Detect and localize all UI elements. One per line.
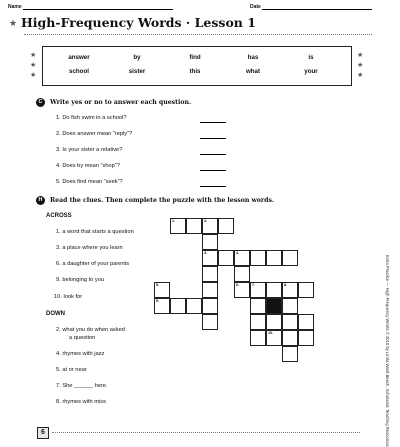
crossword-cell[interactable] [202, 282, 218, 298]
crossword-cell[interactable] [266, 330, 282, 346]
word-box-word: by [133, 54, 141, 61]
crossword-cell[interactable] [282, 282, 298, 298]
word-box-word: sister [128, 68, 146, 75]
cell-number: 1. [172, 219, 176, 223]
crossword-cell[interactable] [282, 314, 298, 330]
word-box-word: answer [68, 54, 90, 61]
crossword-cell[interactable] [266, 250, 282, 266]
question-item: 2. Does answer mean “reply”? [56, 131, 133, 137]
crossword-cell[interactable] [266, 314, 282, 330]
crossword-cell[interactable] [202, 234, 218, 250]
word-box-word: has [247, 54, 259, 61]
answer-line [200, 185, 226, 187]
page-number: 6 [37, 427, 49, 439]
cell-number: 6. [236, 283, 240, 287]
crossword-cell[interactable] [202, 250, 218, 266]
star-icon: ★ [357, 52, 364, 59]
section-h-badge: H [36, 196, 45, 205]
star-icon: ★ [357, 72, 364, 79]
date-label: Date [250, 4, 261, 10]
star-icon: ★ [30, 52, 37, 59]
down-clue: 7. She ______ here. [56, 383, 108, 389]
name-field [8, 3, 173, 10]
crossword-cell[interactable] [202, 298, 218, 314]
word-box-word: is [308, 54, 314, 61]
crossword-cell[interactable] [282, 346, 298, 362]
crossword-cell[interactable] [298, 282, 314, 298]
answer-line [200, 153, 226, 155]
word-box-word: school [69, 68, 89, 75]
cell-number: 8. [284, 283, 288, 287]
star-icon: ★ [357, 62, 364, 69]
crossword-cell[interactable] [186, 298, 202, 314]
crossword-cell[interactable] [218, 250, 234, 266]
star-icon: ★ [30, 62, 37, 69]
crossword-cell[interactable] [234, 282, 250, 298]
cell-number: 4. [236, 251, 240, 255]
cell-number: 10. [268, 331, 274, 335]
page-title: High-Frequency Words · Lesson 1 [21, 15, 256, 30]
answer-line [200, 169, 226, 171]
crossword-cell[interactable] [250, 250, 266, 266]
star-border-bottom [52, 432, 360, 434]
side-note: Extra Practice — High-Frequency Words © 2010 by Linda Ward Beech, Scholastic Teaching Resources [385, 255, 390, 447]
section-h-instruction: Read the clues. Then complete the puzzle with the lesson words. [50, 197, 275, 204]
crossword-cell[interactable] [202, 218, 218, 234]
crossword-cell[interactable] [234, 250, 250, 266]
answer-line [200, 121, 226, 123]
crossword-cell[interactable] [250, 330, 266, 346]
cell-number: 5. [156, 283, 160, 287]
crossword-cell[interactable] [170, 298, 186, 314]
name-line [23, 3, 173, 10]
question-item: 5. Does find mean “seek”? [56, 179, 123, 185]
crossword-cell[interactable] [202, 314, 218, 330]
section-c-badge: C [36, 98, 45, 107]
crossword-cell[interactable] [266, 282, 282, 298]
title-star-icon: ★ [9, 18, 18, 28]
cell-number: 7. [252, 283, 256, 287]
question-item: 1. Do fish swim in a school? [56, 115, 127, 121]
across-clue: 9. belonging to you [56, 277, 105, 283]
crossword-cell[interactable] [186, 218, 202, 234]
answer-line [200, 137, 226, 139]
crossword-black-cell [266, 298, 282, 314]
across-clue: 1. a word that starts a question [56, 229, 134, 235]
crossword-cell[interactable] [250, 314, 266, 330]
cell-number: 2. [204, 219, 208, 223]
down-clue: 2. what you do when asked [56, 327, 125, 333]
down-clue: 8. rhymes with miss [56, 399, 106, 405]
crossword-cell[interactable] [298, 330, 314, 346]
word-box-word: your [304, 68, 318, 75]
section-c-instruction: Write yes or no to answer each question. [50, 99, 192, 106]
question-item: 3. Is your sister a relative? [56, 147, 123, 153]
word-box-word: what [245, 68, 261, 75]
cell-number: 9. [156, 299, 160, 303]
crossword-cell[interactable] [234, 266, 250, 282]
question-item: 4. Does by mean “shop”? [56, 163, 120, 169]
word-box-word: find [189, 54, 201, 61]
star-border-top [24, 34, 372, 36]
across-heading: ACROSS [46, 213, 72, 219]
crossword-cell[interactable] [298, 314, 314, 330]
crossword-cell[interactable] [154, 298, 170, 314]
date-line [262, 3, 372, 10]
star-icon: ★ [30, 72, 37, 79]
crossword-cell[interactable] [250, 282, 266, 298]
across-clue: 10. look for [54, 294, 83, 300]
name-label: Name [8, 4, 22, 10]
crossword-cell[interactable] [170, 218, 186, 234]
word-box-word: this [189, 68, 201, 75]
crossword-cell[interactable] [154, 282, 170, 298]
cell-number: 3. [204, 251, 208, 255]
crossword-cell[interactable] [282, 330, 298, 346]
crossword-cell[interactable] [282, 298, 298, 314]
down-clue: 4. rhymes with jazz [56, 351, 105, 357]
crossword-cell[interactable] [202, 266, 218, 282]
crossword-cell[interactable] [250, 298, 266, 314]
crossword-cell[interactable] [218, 218, 234, 234]
down-heading: DOWN [46, 311, 65, 317]
across-clue: 6. a daughter of your parents [56, 261, 130, 267]
down-clue-continued: a question [69, 335, 96, 341]
crossword-cell[interactable] [282, 250, 298, 266]
date-field [250, 3, 372, 10]
down-clue: 5. at or near [56, 367, 87, 373]
crossword-grid [154, 218, 314, 368]
across-clue: 3. a place where you learn [56, 245, 123, 251]
word-box [42, 46, 352, 86]
